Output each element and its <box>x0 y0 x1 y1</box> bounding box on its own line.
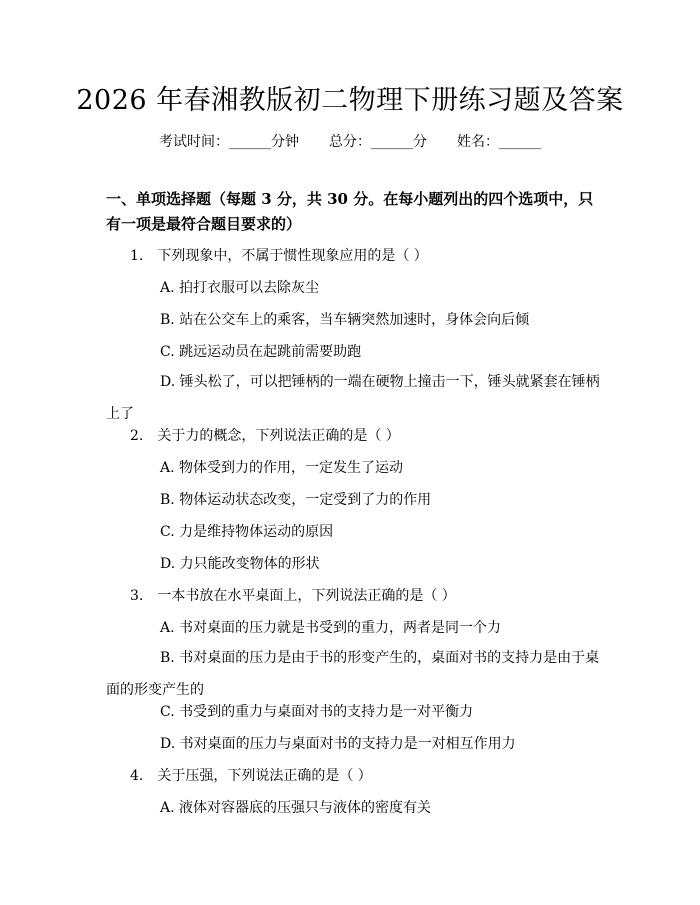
question-2-stem: 2. 关于力的概念，下列说法正确的是（ ） <box>130 428 400 444</box>
question-1-option-d: D. 锤头松了，可以把锤柄的一端在硬物上撞击一下，锤头就紧套在锤柄上了 <box>106 374 600 422</box>
question-1-stem: 1. 下列现象中，不属于惯性现象应用的是（ ） <box>130 248 428 264</box>
page-title: 2026 年春湘教版初二物理下册练习题及答案 <box>76 85 624 116</box>
total-score-field: 总分：______分 <box>329 134 427 150</box>
question-2-option-d: D. 力只能改变物体的形状 <box>160 556 320 572</box>
question-4-stem: 4. 关于压强，下列说法正确的是（ ） <box>130 768 372 784</box>
question-4-option-a: A. 液体对容器底的压强只与液体的密度有关 <box>160 800 432 816</box>
name-field: 姓名：______ <box>457 134 541 150</box>
question-3-option-d: D. 书对桌面的压力与桌面对书的支持力是一对相互作用力 <box>160 736 516 752</box>
question-1-option-a: A. 拍打衣服可以去除灰尘 <box>160 280 320 296</box>
question-2-option-b: B. 物体运动状态改变，一定受到了力的作用 <box>160 492 432 508</box>
question-3-option-a: A. 书对桌面的压力就是书受到的重力，两者是同一个力 <box>160 620 502 636</box>
question-3-stem: 3. 一本书放在水平桌面上，下列说法正确的是（ ） <box>130 588 456 604</box>
question-1-option-c: C. 跳远运动员在起跳前需要助跑 <box>160 344 362 360</box>
question-2-option-c: C. 力是维持物体运动的原因 <box>160 524 334 540</box>
exam-time-field: 考试时间：______分钟 <box>159 134 299 150</box>
exam-meta <box>0 131 700 151</box>
question-1-option-b: B. 站在公交车上的乘客，当车辆突然加速时，身体会向后倾 <box>160 312 530 328</box>
question-2-option-a: A. 物体受到力的作用，一定发生了运动 <box>160 460 404 476</box>
question-3-option-c: C. 书受到的重力与桌面对书的支持力是一对平衡力 <box>160 704 474 720</box>
question-3-option-b: B. 书对桌面的压力是由于书的形变产生的，桌面对书的支持力是由于桌面的形变产生的 <box>106 650 600 698</box>
section-heading: 一、单项选择题（每题 3 分，共 30 分。在每小题列出的四个选项中，只有一项是最符合题目要求的） <box>106 190 594 233</box>
